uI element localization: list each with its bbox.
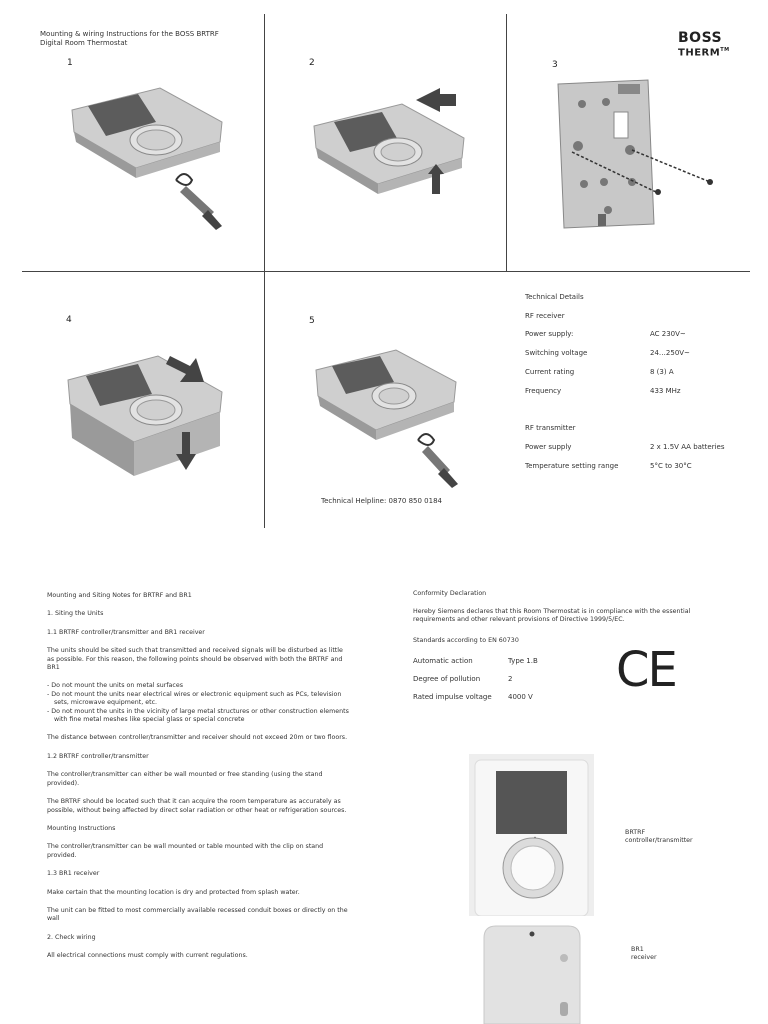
automatic-action-value: Type 1.B <box>508 657 538 665</box>
conformity-text: Hereby Siemens declares that this Room Thermostat is in compliance with the essential requirements and other relevant provisions of Directive 1999/5/EC. <box>413 608 691 624</box>
standards-line: Standards according to EN 60730 <box>413 637 519 644</box>
grid-divider-v2 <box>506 14 507 272</box>
impulse-voltage-label: Rated impulse voltage <box>413 693 492 701</box>
step-2-illustration <box>306 82 486 232</box>
section-1-3-heading: 1.3 BR1 receiver <box>47 870 100 878</box>
notes-paragraph-2: The distance between controller/transmitter and receiver should not exceed 20m or two floors. <box>47 734 348 742</box>
logo-line-2 <box>678 45 730 58</box>
receiver-switching-value: 24…250V~ <box>650 349 690 357</box>
logo-tm: TM <box>720 47 730 53</box>
notes-paragraph-3: The controller/transmitter can either be wall mounted or free standing (using the stand provided). <box>47 771 323 787</box>
section-1-1-heading: 1.1 BRTRF controller/transmitter and BR1 receiver <box>47 628 205 636</box>
step-3-illustration <box>548 78 728 238</box>
brtrf-label-line-2: controller/transmitter <box>625 837 693 845</box>
check-wiring-heading: 2. Check wiring <box>47 933 96 941</box>
step-number-3: 3 <box>552 60 558 70</box>
technical-helpline: Technical Helpline: 0870 850 0184 <box>321 497 442 505</box>
bosstherm-logo <box>678 32 730 58</box>
title-line-2: Digital Room Thermostat <box>40 39 128 47</box>
receiver-power-label: Power supply: <box>525 330 574 338</box>
step-number-4: 4 <box>66 315 72 325</box>
receiver-frequency-label: Frequency <box>525 387 562 395</box>
logo-line-1: BOSS <box>678 30 723 46</box>
notes-bullet-2: - Do not mount the units near electrical wires or electronic equipment such as PCs, television sets, microwave equipment, etc. <box>47 690 342 707</box>
conformity-heading: Conformity Declaration <box>413 590 487 597</box>
step-1-illustration <box>60 82 240 232</box>
transmitter-power-label: Power supply <box>525 443 572 451</box>
notes-paragraph-4: The BRTRF should be located such that it can acquire the room temperature as accurately as possible, without being affected by direct solar radiation or other heat or refrigeration sources. <box>47 798 347 814</box>
notes-paragraph-7: The unit can be fitted to most commercially available recessed conduit boxes or directly on the wall <box>47 906 348 923</box>
brtrf-label <box>625 829 693 846</box>
br1-product-image <box>480 922 584 1024</box>
section-1-2-heading: 1.2 BRTRF controller/transmitter <box>47 752 149 760</box>
notes-title: Mounting and Siting Notes for BRTRF and BR1 <box>47 592 192 599</box>
automatic-action-label: Automatic action <box>413 657 473 665</box>
notes-paragraph-5: The controller/transmitter can be wall mounted or table mounted with the clip on stand provided. <box>47 843 324 859</box>
notes-bullet-1: - Do not mount the units on metal surfaces <box>47 682 184 690</box>
pollution-label: Degree of pollution <box>413 675 481 683</box>
technical-details-heading: Technical Details <box>525 293 584 301</box>
logo-therm: THERM <box>678 47 721 59</box>
pollution-value: 2 <box>508 675 513 683</box>
receiver-switching-label: Switching voltage <box>525 349 588 357</box>
siting-heading: 1. Siting the Units <box>47 610 104 618</box>
impulse-voltage-value: 4000 V <box>508 693 533 701</box>
page-title <box>40 30 219 48</box>
receiver-power-value: AC 230V~ <box>650 330 686 338</box>
notes-bullet-3: - Do not mount the units in the vicinity of large metal structures or other construction elements with fine metal meshes like special glass or special concrete <box>47 707 349 724</box>
step-number-5: 5 <box>309 316 315 326</box>
br1-label-line-2: receiver <box>631 954 657 962</box>
receiver-frequency-value: 433 MHz <box>650 387 681 395</box>
title-line-1: Mounting & wiring Instructions for the BOSS BRTRF <box>40 30 219 38</box>
mounting-instructions-heading: Mounting Instructions <box>47 824 116 832</box>
step-number-2: 2 <box>309 58 315 68</box>
notes-paragraph-1: The units should be sited such that transmitted and received signals will be disturbed as little as possible. For this reason, the following points should be observed with both the BRTRF and BR1 <box>47 647 343 672</box>
notes-paragraph-6: Make certain that the mounting location is dry and protected from splash water. <box>47 888 300 896</box>
transmitter-power-value: 2 x 1.5V AA batteries <box>650 443 725 451</box>
brtrf-product-image <box>469 754 594 916</box>
transmitter-temp-value: 5°C to 30°C <box>650 462 692 470</box>
step-4-illustration <box>62 350 242 500</box>
receiver-current-label: Current rating <box>525 368 575 376</box>
br1-label <box>631 946 657 963</box>
step-5-illustration <box>310 344 490 494</box>
step-number-1: 1 <box>67 58 73 68</box>
rf-receiver-heading: RF receiver <box>525 312 565 320</box>
transmitter-temp-label: Temperature setting range <box>525 462 619 470</box>
notes-paragraph-8: All electrical connections must comply with current regulations. <box>47 952 248 960</box>
br1-label-line-1: BR1 <box>631 946 644 953</box>
mounting-notes <box>47 592 352 961</box>
grid-divider-h <box>22 271 750 272</box>
rf-transmitter-heading: RF transmitter <box>525 424 576 432</box>
ce-mark: CE <box>616 642 676 698</box>
brtrf-label-line-1: BRTRF <box>625 829 646 836</box>
receiver-current-value: 8 (3) A <box>650 368 674 376</box>
